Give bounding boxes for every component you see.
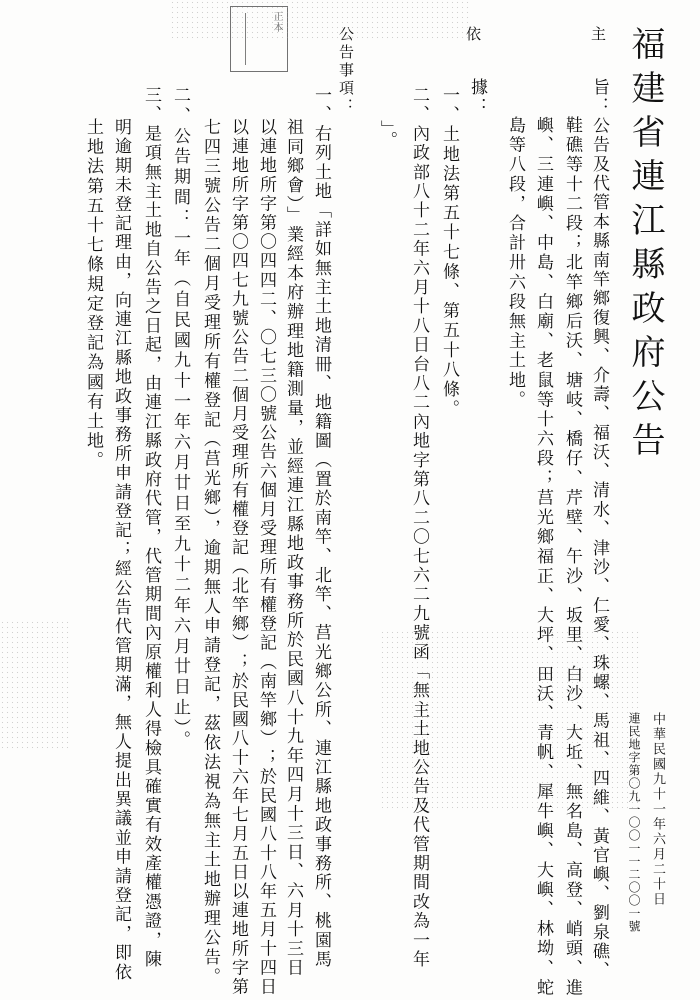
document-number: 連民地字第〇九一〇〇一一二〇〇一號 bbox=[627, 712, 641, 933]
notice-item-3-line-3: 土地法第五十七條規定登記為國有土地。 bbox=[83, 118, 103, 471]
stamp-text: 正本 bbox=[271, 11, 282, 33]
scan-noise-left bbox=[0, 620, 70, 750]
notice-item-1-line-2: 祖同鄉會）」業經本府辦理地籍測量，並經連江縣地政事務所於民國八十九年四月十三日、六月十三日 bbox=[283, 118, 303, 978]
subject-line-3: 嶼、三連嶼、中島、白廟、老鼠等十六段；莒光鄉福正、大坪、田沃、青帆、犀牛嶼、大嶼、林坳、蛇 bbox=[533, 116, 553, 998]
notice-item-1-line-5: 七四三號公告二個月受理所有權登記（莒光鄉），逾期無人申請登記，茲依法視為無主土地辦理公告。 bbox=[200, 118, 220, 987]
notice-items-label: 公告事項： bbox=[337, 26, 355, 116]
subject-line-4: 島等八段，合計卅六段無主土地。 bbox=[505, 116, 525, 410]
basis-label: 據： bbox=[467, 78, 487, 118]
basis-item-2-end: 」。 bbox=[377, 120, 397, 151]
scan-noise-top bbox=[170, 0, 470, 40]
page-title: 福建省連江縣政府公告 bbox=[625, 26, 665, 466]
notice-item-3-line-1: 三、是項無主土地自公告之日起，由連江縣政府代管，代管期間內原權利人得檢具確實有效產權憑證，陳 bbox=[141, 86, 161, 970]
notice-item-1-line-1: 一、右列土地「詳如無主土地清冊、地籍圖（置於南竿、北竿、莒光鄉公所、連江縣地政事務所、桃園馬 bbox=[311, 86, 331, 970]
subject-line-2: 鞋礁等十二段；北竿鄉后沃、塘岐、橋仔、芹壁、午沙、坂里、白沙、大坵、無名島、高登、峭頭、進 bbox=[562, 116, 582, 998]
issue-date: 中華民國九十一年六月二十日 bbox=[650, 712, 665, 907]
notice-item-3-line-2: 明逾期未登記理由，向連江縣地政事務所申請登記；經公告代管期滿，無人提出異議並申請登記，即依 bbox=[111, 118, 131, 982]
basis-item-2: 二、內政部八十二年六月十八日台八二內地字第八二〇七六二九號函「無主土地公告及代管期間改為一年 bbox=[409, 86, 429, 970]
notice-item-1-line-4: 以連地所字第〇四七九號公告二個月受理所有權登記（北竿鄉）；於民國八十六年七月五日以連地所字第 bbox=[228, 118, 248, 997]
basis-label-header: 依 bbox=[464, 26, 482, 41]
basis-item-1: 一、土地法第五十七條、第五十八條。 bbox=[439, 86, 459, 420]
subject-label: 主 bbox=[589, 26, 607, 41]
notice-item-1-line-3: 以連地所字第〇四四二、〇七三〇號公告六個月受理所有權登記（南竿鄉）；於民國八十八年五月十四日 bbox=[256, 118, 276, 997]
subject-line-1: 旨：公告及代管本縣南竿鄉復興、介壽、福沃、清水、津沙、仁愛、珠螺、馬祖、四維、黃官嶼、劉泉礁、 bbox=[589, 78, 609, 981]
notice-item-2: 二、公告期間：一年（自民國九十一年六月廿日至九十二年六月廿日止）。 bbox=[170, 86, 190, 751]
